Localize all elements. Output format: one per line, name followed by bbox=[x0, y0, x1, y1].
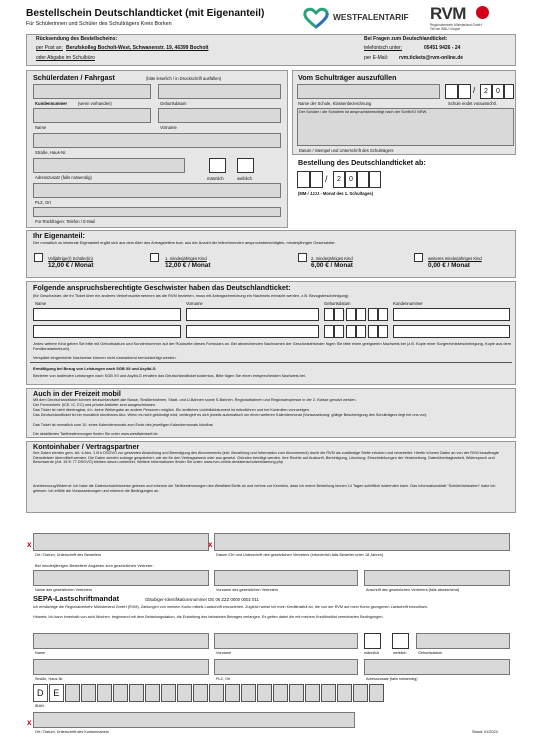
divider bbox=[30, 362, 512, 363]
order-month-1[interactable] bbox=[297, 171, 310, 188]
iban-cell[interactable] bbox=[337, 684, 352, 702]
sibling-2-birth-m1[interactable] bbox=[346, 325, 356, 338]
page-subtitle: Für Schülerinnen und Schüler des Schulträgers Kreis Borken bbox=[26, 21, 172, 27]
return-or: oder Abgabe im Schulbüro bbox=[36, 55, 95, 61]
freizeit-line-1: Mit dem Deutschlandticket können deutschlandweit alle Busse, Straßenbahnen, Stadt- und U-Bahnen sowie S-Bahnen, Regionalbahnen und Regionalexpresse in der 2. Klasse genutzt werden. bbox=[33, 398, 357, 402]
adresszusatz-label: Adresszusatz (falls notwendig) bbox=[35, 175, 92, 180]
sibling-2-birth-d1[interactable] bbox=[324, 325, 334, 338]
phone-number: 05451 9426 - 24 bbox=[424, 45, 461, 51]
iban-cell[interactable] bbox=[305, 684, 320, 702]
male-checkbox[interactable] bbox=[209, 158, 226, 173]
rep-vorname-field[interactable] bbox=[214, 570, 358, 586]
siblings-col-vorname: Vorname bbox=[186, 301, 203, 306]
option-3-price: 6,00 € / Monat bbox=[311, 262, 353, 269]
option-2-price: 12,00 € / Monat bbox=[165, 262, 211, 269]
order-hint: (MM / JJJJ - Monat des 1. Schultages) bbox=[298, 191, 374, 196]
iban-cell[interactable] bbox=[161, 684, 176, 702]
school-end-year-3[interactable] bbox=[504, 84, 514, 99]
order-slash: / bbox=[325, 174, 328, 184]
questions-heading: Bei Fragen zum Deutschlandticket: bbox=[364, 36, 448, 42]
sibling-1-birth-d1[interactable] bbox=[324, 308, 334, 321]
option-1-checkbox[interactable] bbox=[34, 253, 43, 262]
contact-label: Für Rückfragen: Telefon / E-Mail bbox=[35, 219, 95, 224]
siblings-col-kundennummer: Kundennummer bbox=[393, 301, 423, 306]
sibling-1-birth-d2[interactable] bbox=[334, 308, 344, 321]
iban-cell[interactable] bbox=[257, 684, 272, 702]
sibling-2-birth-y2[interactable] bbox=[378, 325, 388, 338]
kundennummer-label: Kundennummer bbox=[35, 101, 68, 106]
iban-cell[interactable] bbox=[209, 684, 224, 702]
option-1-label: Volljährige(r) Schüler(in) bbox=[48, 256, 93, 261]
sibling-2-kundennummer[interactable] bbox=[393, 325, 510, 338]
rvm-logo-icon bbox=[476, 6, 489, 19]
sepa-birth-label: Geburtsdatum bbox=[418, 651, 443, 655]
iban-cell[interactable] bbox=[225, 684, 240, 702]
siblings-col-name: Name bbox=[35, 301, 47, 306]
iban-label: IBAN bbox=[35, 704, 44, 708]
name-label: Name bbox=[35, 125, 47, 130]
sepa-male-label: männlich bbox=[364, 651, 380, 655]
school-name-label: Name der Schule, Klassenbezeichnung bbox=[298, 101, 372, 106]
signature-marker-1: x bbox=[27, 540, 32, 549]
adresszusatz-field[interactable] bbox=[33, 158, 185, 173]
sibling-2-name[interactable] bbox=[33, 325, 181, 338]
signature-vertreter-label: Datum /Ort und Unterschrift des gesetzlichen Vertreters (erforderlich falls Besteller unter 18 Jahren) bbox=[216, 553, 384, 557]
iban-cell[interactable] bbox=[65, 684, 80, 702]
name-field[interactable] bbox=[33, 108, 151, 123]
rep-address-field[interactable] bbox=[364, 570, 510, 586]
option-2-checkbox[interactable] bbox=[150, 253, 159, 262]
iban-field[interactable] bbox=[33, 684, 513, 702]
sibling-1-name[interactable] bbox=[33, 308, 181, 321]
sibling-2-birth-y1[interactable] bbox=[368, 325, 378, 338]
siblings-note-2: Verspätet eingereichte Nachweise können nicht rückwirkend berücksichtigt werden. bbox=[33, 355, 177, 360]
freizeit-heading: Auch in der Freizeit mobil bbox=[33, 389, 121, 398]
sibling-2-birth-m2[interactable] bbox=[356, 325, 366, 338]
westfalentarif-heart-logo bbox=[303, 7, 329, 29]
kundennummer-field[interactable] bbox=[33, 84, 151, 99]
sibling-2-birth-d2[interactable] bbox=[334, 325, 344, 338]
iban-cell[interactable] bbox=[241, 684, 256, 702]
sepa-adresszusatz-field[interactable] bbox=[364, 659, 510, 675]
freizeit-line-4: Das Deutschlandticket ist ein monatlich kündbares Abo. Wenn es nicht gekündigt wird, verlängert es sich jeweils automatisch um einen weiteren Kalendermonat (Voraussetzung: gültige Beschenigung des Schulträgers liegt bei uns vor). bbox=[33, 413, 428, 417]
sepa-vorname-label: Vorname bbox=[216, 651, 232, 655]
freizeit-line-2: Der Fernverkehr (ICE, IC, EC) und private Anbieter sind ausgeschlossen. bbox=[33, 403, 157, 407]
iban-cell[interactable] bbox=[145, 684, 160, 702]
westfalentarif-logo-text: WESTFALENTARIF bbox=[333, 12, 409, 22]
page-title: Bestellschein Deutschlandticket (mit Eigenanteil) bbox=[26, 8, 265, 19]
freizeit-tarif: Die detaillierten Tarifbestimmungen finden Sie unter www.westfalentarif.de bbox=[33, 432, 158, 436]
option-4-label: weiteres minderjähriges Kind bbox=[428, 256, 482, 261]
order-month-2[interactable] bbox=[310, 171, 323, 188]
school-end-month-2[interactable] bbox=[458, 84, 471, 99]
email-label: per E-Mail: bbox=[364, 55, 389, 61]
iban-cell[interactable] bbox=[113, 684, 128, 702]
rep-name-label: Name des gesetzlichen Vertreters bbox=[35, 588, 92, 592]
iban-cell[interactable] bbox=[273, 684, 288, 702]
post-address: Berufskolleg Bocholt-West, Schwanenstr. 19, 46399 Bocholt bbox=[66, 45, 209, 51]
iban-cell[interactable] bbox=[369, 684, 384, 702]
school-notice: Der Schüler / die Schülerin ist anspruchsberechtigt nach der SchfkVO NRW. bbox=[299, 110, 428, 114]
school-stamp-label: Datum / Stempel und Unterschrift des Schulträgers bbox=[299, 148, 394, 153]
plz-field[interactable] bbox=[33, 183, 281, 198]
sepa-name-label: Name bbox=[35, 651, 46, 655]
school-end-slash: / bbox=[473, 86, 476, 95]
sepa-plz-field[interactable] bbox=[214, 659, 358, 675]
school-end-label: Schule endet voraussichtl. bbox=[448, 101, 497, 106]
option-4-price: 0,00 € / Monat bbox=[428, 262, 470, 269]
kundennummer-note: (wenn vorhanden) bbox=[78, 101, 112, 106]
contact-field[interactable] bbox=[33, 207, 281, 217]
male-label: männlich bbox=[207, 176, 224, 181]
eigenanteil-heading: Ihr Eigenanteil: bbox=[33, 231, 85, 240]
signature-besteller-field[interactable] bbox=[33, 533, 209, 551]
sepa-female-checkbox[interactable] bbox=[392, 633, 409, 649]
sepa-glaeubiger: Gläubiger-Identifikationsnummer DE 06 ZZZ 0000 0002 011 bbox=[145, 597, 259, 602]
anerkennung-text: Anerkennung/Widerruf: Ich habe die Datenschutzhinweise gelesen und erkenne die Tarifbestimmungen des WestfalenTarifs an und nehme zur Kenntnis, dass ich meine Bestellung binnen 14 Tagen schriftlich widerrufen kann. Das Informationsblatt "Schülerfahrkarten" habe ich gelesen. Ich erfülle die Voraussetzungen und erkenne die Bedingungen an. bbox=[33, 484, 496, 493]
sepa-text-2: Hinweis: Ich kann innerhalb von acht Wochen, beginnend mit dem Belastungsdatum, die Erstattung des belasteten Betrages verlangen. Es gelten dabei die mit meinem Kreditinstitut vereinbarten Bedingungen. bbox=[33, 615, 384, 619]
order-heading: Bestellung des Deutschlandticket ab: bbox=[298, 158, 426, 167]
iban-cell[interactable] bbox=[193, 684, 208, 702]
sepa-strasse-label: Straße, Haus-Nr. bbox=[35, 677, 64, 681]
freizeit-line-3: Das Ticket ist nicht übertragbar, d.h. keine Weitergabe an andere Personen möglich. Ein amtliches Lichtbilddokument ist mitzuführen und bei Kontrollen vorzuzeigen. bbox=[33, 408, 311, 412]
student-heading: Schülerdaten / Fahrgast bbox=[33, 73, 115, 82]
vorname-label: Vorname bbox=[160, 125, 177, 130]
sibling-2-vorname[interactable] bbox=[186, 325, 319, 338]
iban-cell[interactable] bbox=[289, 684, 304, 702]
plz-label: PLZ, Ort bbox=[35, 200, 51, 205]
sgb-text: Bezieher von laufenden Leistungen nach SGB XII und AsylbLG erhalten das Deutschlandticket kostenlos. Bitte fügen Sie einen entsprechenden Nachweis bei. bbox=[33, 373, 306, 378]
order-year-2[interactable]: 0 bbox=[345, 171, 357, 188]
siblings-heading: Folgende anspruchsberechtigte Geschwister haben das Deutschlandticket: bbox=[33, 283, 291, 292]
order-year-4[interactable] bbox=[369, 171, 381, 188]
siblings-text: (für Geschwister, die ihr Ticket über ein anderes Verkehrsunternehmen als die RVM beziehen, muss mit Antragseinreichung ein Nachweis erbracht werden, z.B. Bezugsbescheinigung) bbox=[33, 293, 349, 298]
sepa-female-label: weiblich bbox=[393, 651, 407, 655]
signature-vertreter-field[interactable] bbox=[214, 533, 510, 551]
school-end-year-1[interactable]: 2 bbox=[480, 84, 492, 99]
sepa-vorname-field[interactable] bbox=[214, 633, 358, 649]
strasse-label: Straße, Haus-Nr. bbox=[35, 150, 67, 155]
sepa-male-checkbox[interactable] bbox=[364, 633, 381, 649]
konto-heading: Kontoinhaber / Vertragspartner bbox=[33, 442, 140, 451]
eigenanteil-text: Der monatlich zu leistende Eigenanteil ergibt sich aus dem Alter des Antragstellers bzw. aus der Anzahl der teilnehmenden anspruchsberechtigten, minderjährigen Geschwister. bbox=[33, 240, 336, 245]
iban-cell[interactable] bbox=[321, 684, 336, 702]
option-2-label: 1. minderjähriges Kind bbox=[165, 256, 207, 261]
sepa-name-field[interactable] bbox=[33, 633, 209, 649]
option-3-label: 2. minderjähriges Kind bbox=[311, 256, 353, 261]
order-year-3[interactable] bbox=[357, 171, 369, 188]
geburtsdatum-label: Geburtsdatum bbox=[160, 101, 187, 106]
stand-label: Stand: 01/2024 bbox=[472, 730, 498, 734]
siblings-note-1: Jedes weitere Kind geben Sie bitte mit Geburtsdatum und Kundennummer auf der Rückseite dieses Formulars an. Bei abweichenden Nachnamen der Geschwisterkinder fügen Sie bitte einen geeigneten Nachweis bei (z.B. Kopie einer Sorgerechtsbescheinigung, Kopie aus dem Familienstammbuch). bbox=[33, 341, 511, 351]
phone-label: telefonisch unter: bbox=[364, 45, 403, 51]
return-heading: Rücksendung des Bestellscheins: bbox=[36, 36, 118, 42]
sgb-heading: Ermäßigung bei Bezug von Leistungen nach SGB XII und AsylbLG bbox=[33, 366, 156, 371]
iban-cell[interactable] bbox=[177, 684, 192, 702]
minor-heading: Bei minderjährigen Bestellern Angaben zum gesetzlichen Vertreter: bbox=[35, 563, 154, 568]
sepa-birth-field[interactable] bbox=[416, 633, 510, 649]
sibling-1-birth-m1[interactable] bbox=[346, 308, 356, 321]
sepa-heading: SEPA-Lastschriftmandat bbox=[33, 594, 120, 603]
option-1-price: 12,00 € / Monat bbox=[48, 262, 94, 269]
signature-besteller-label: Ort / Datum, Unterschrift des Bestellers bbox=[35, 553, 102, 557]
rep-name-field[interactable] bbox=[33, 570, 209, 586]
school-name-field[interactable] bbox=[297, 84, 440, 99]
order-year-1[interactable]: 2 bbox=[333, 171, 345, 188]
iban-cell[interactable] bbox=[129, 684, 144, 702]
sepa-adresszusatz-label: Adresszusatz (falls notwendig) bbox=[366, 677, 418, 681]
female-label: weiblich bbox=[237, 176, 252, 181]
rep-vorname-label: Vorname des gesetzlichen Vertreters bbox=[216, 588, 279, 592]
student-heading-note: (bitte leserlich / in Druckschrift ausfüllen) bbox=[146, 76, 222, 81]
signature-marker-3: x bbox=[27, 718, 32, 727]
female-checkbox[interactable] bbox=[237, 158, 254, 173]
sepa-signature-label: Ort / Datum, Unterschrift des Kontoinhabers bbox=[35, 730, 109, 734]
sibling-1-birth-y2[interactable] bbox=[378, 308, 388, 321]
rvm-logo-sub2: Teil der WBU Gruppe bbox=[430, 27, 461, 31]
option-3-checkbox[interactable] bbox=[298, 253, 307, 262]
sibling-1-kundennummer[interactable] bbox=[393, 308, 510, 321]
privacy-text: Ihre Daten werden gem. Art. 6 Abs. 1 lit b DSGVO zur gesamten Abwicklung und Beendigung des Abonnements (inkl. Bezahlung und Information zum Abonnement) durch die RVM als zuständige Stelle erhoben und verarbeitet. Hierfür können Daten an von der RVM beauftragte Dienstleister übermittelt werden. Die Daten werden solange gespeichert, wie sie für den Vertragszweck oder aus gesetzl. Gründen benötigt werden. Ihre Rechte auf Auskunft, Berichtigung, Löschung, Einschränkungen der Verarbeitung, Datenübertragbarkeit, Widerspruch und Beschwerde (Art. 15 ff. 77 DSGVO) bleiben davon unberührt. Weitere Informationen finden Sie unter: www.rvm-online.de/datenschutzerklaerung.php bbox=[33, 451, 499, 465]
siblings-col-geburtsdatum: Geburtsdatum bbox=[324, 301, 351, 306]
email-link[interactable]: rvm.tickets@rvm-online.de bbox=[399, 55, 464, 61]
iban-cell[interactable] bbox=[97, 684, 112, 702]
rvm-logo: RVM bbox=[430, 4, 466, 23]
sepa-text-1: Ich ermächtige die Regionalverkehr Münsterland GmbH (RVM), Zahlungen von meinem Konto mittels Lastschrift einzuziehen. Zugleich weise ich mein Kreditinstitut an, die von der RVM auf mein Konto gezogenen Lastschrift einzulösen. bbox=[33, 605, 429, 609]
school-heading: Vom Schulträger auszufüllen bbox=[298, 73, 397, 82]
option-4-checkbox[interactable] bbox=[414, 253, 423, 262]
geburtsdatum-field[interactable] bbox=[158, 84, 281, 99]
iban-cell[interactable]: E bbox=[49, 684, 64, 702]
iban-cell[interactable] bbox=[81, 684, 96, 702]
post-label: per Post an: bbox=[36, 45, 63, 51]
eigenanteil-section bbox=[26, 230, 516, 278]
iban-cell[interactable] bbox=[353, 684, 368, 702]
school-end-year-2[interactable]: 0 bbox=[492, 84, 504, 99]
sepa-plz-label: PLZ, Ort bbox=[216, 677, 231, 681]
sepa-strasse-field[interactable] bbox=[33, 659, 209, 675]
signature-marker-2: x bbox=[208, 540, 213, 549]
iban-cell[interactable]: D bbox=[33, 684, 48, 702]
sibling-1-birth-y1[interactable] bbox=[368, 308, 378, 321]
sibling-1-birth-m2[interactable] bbox=[356, 308, 366, 321]
strasse-field[interactable] bbox=[33, 133, 281, 148]
rvm-logo-sub: Regionalverkehr Münsterland GmbH bbox=[430, 23, 482, 27]
vorname-field[interactable] bbox=[158, 108, 281, 123]
school-end-month-1[interactable] bbox=[445, 84, 458, 99]
freizeit-line-5: Das Ticket ist monatlich zum 10. eines Kalendermonats zum Ende des jeweiligen Kalendermonats kündbar. bbox=[33, 423, 214, 427]
sibling-1-vorname[interactable] bbox=[186, 308, 319, 321]
rep-address-label: Anschrift des gesetzlichen Vertreters (falls abweichend) bbox=[366, 588, 460, 592]
sepa-signature-field[interactable] bbox=[33, 712, 355, 728]
